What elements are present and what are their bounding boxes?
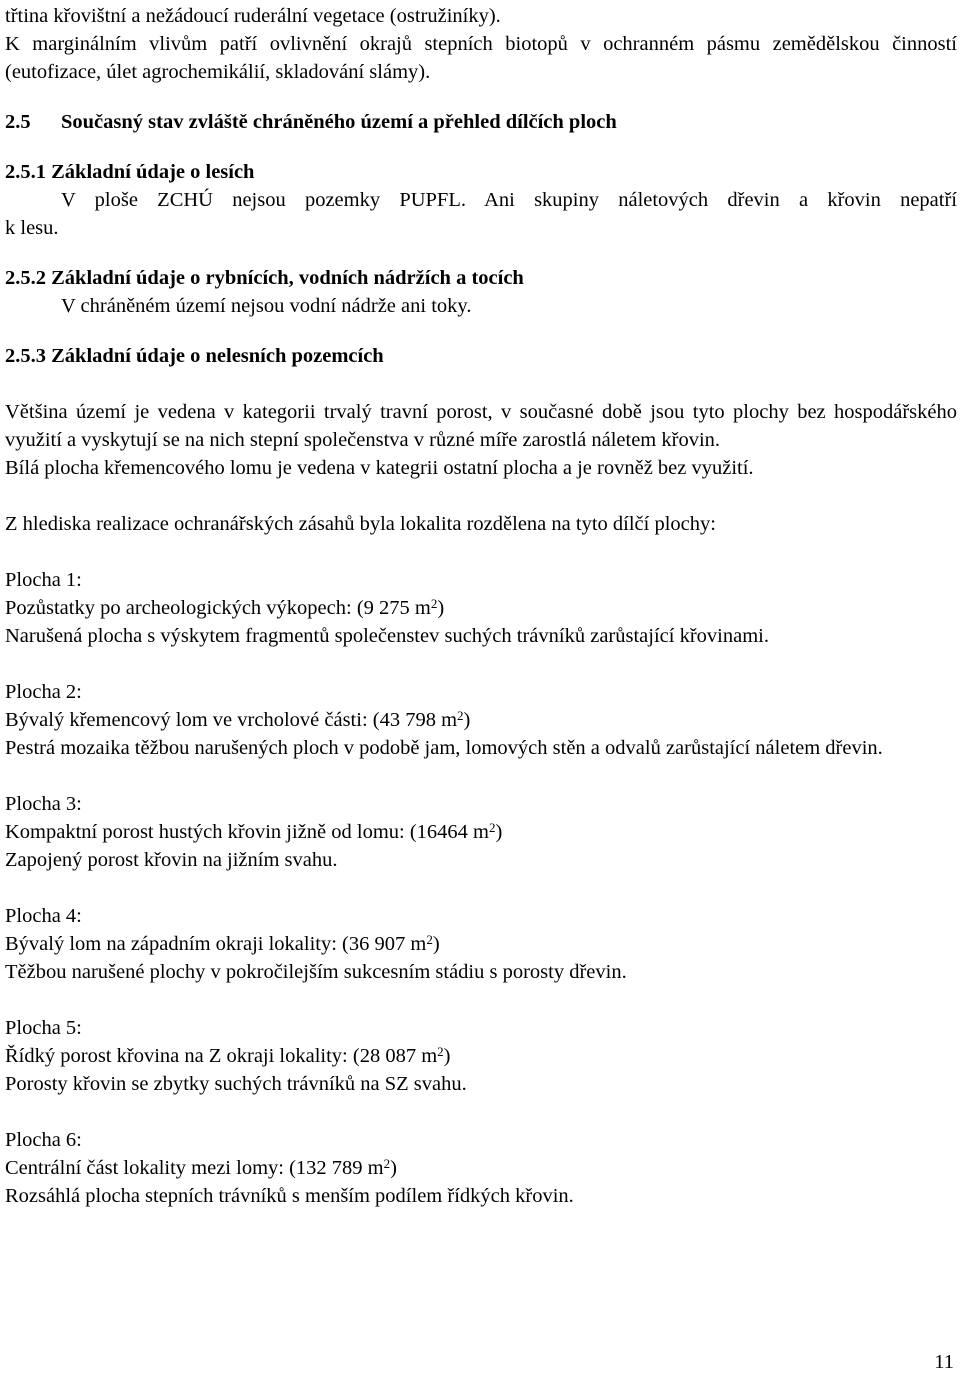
plocha-area xyxy=(5,594,957,622)
plocha-area-close: ) xyxy=(437,597,445,619)
section-2-5-2-text: V chráněném území nejsou vodní nádrže ani toky. xyxy=(61,295,472,317)
plocha-label: Plocha 2: xyxy=(5,681,82,703)
section-2-5-1-text xyxy=(5,186,957,214)
plocha-item-1 xyxy=(5,538,957,650)
plocha-label: Plocha 1: xyxy=(5,569,82,591)
plocha-description: Zapojený porost křovin na jižním svahu. xyxy=(5,849,338,871)
section-number: 2.5 xyxy=(5,111,31,133)
plochy-list xyxy=(5,538,957,1210)
section-2-5-3-heading: 2.5.3 Základní údaje o nelesních pozemcích xyxy=(5,345,384,367)
section-2-5-1-text-line1: V ploše ZCHÚ nejsou pozemky PUPFL. Ani skupiny náletových dřevin a křovin nepatří xyxy=(61,189,957,211)
intro-line: třtina křovištní a nežádoucí ruderální vegetace (ostružiníky). xyxy=(5,5,501,27)
plocha-area-sup: 2 xyxy=(457,708,464,723)
section-2-5-2-heading: 2.5.2 Základní údaje o rybnících, vodních nádržích a tocích xyxy=(5,267,524,289)
plocha-area-text: Řídký porost křovina na Z okraji lokality: (28 087 m xyxy=(5,1045,438,1067)
plocha-description: Narušená plocha s výskytem fragmentů společenstev suchých trávníků zarůstající křovinami. xyxy=(5,625,769,647)
plocha-description: Porosty křovin se zbytky suchých trávníků na SZ svahu. xyxy=(5,1073,467,1095)
intro-paragraph: K marginálním vlivům patří ovlivnění okrajů stepních biotopů v ochranném pásmu zemědělskou činností (eutofizace, úlet agrochemikálií, skladování slámy). xyxy=(5,33,957,83)
document-page xyxy=(5,2,957,1210)
plocha-description: Těžbou narušené plochy v pokročilejším sukcesním stádiu s porosty dřevin. xyxy=(5,961,627,983)
plocha-area xyxy=(5,930,957,958)
page-number: 11 xyxy=(934,1351,954,1373)
plocha-area-close: ) xyxy=(463,709,471,731)
plocha-area-close: ) xyxy=(495,821,503,843)
plocha-area-text: Kompaktní porost hustých křovin jižně od lomu: (16464 m xyxy=(5,821,489,843)
section-2-5-3-paragraph-2: Bílá plocha křemencového lomu je vedena v kategrii ostatní plocha a je rovněž bez využití. xyxy=(5,457,754,479)
plocha-area-text: Bývalý lom na západním okraji lokality: (36 907 m xyxy=(5,933,427,955)
plocha-item-5 xyxy=(5,986,957,1098)
plocha-description: Rozsáhlá plocha stepních trávníků s menším podílem řídkých křovin. xyxy=(5,1185,574,1207)
plocha-label: Plocha 5: xyxy=(5,1017,82,1039)
plocha-description: Pestrá mozaika těžbou narušených ploch v podobě jam, lomových stěn a odvalů zarůstající náletem dřevin. xyxy=(5,737,883,759)
plocha-item-2 xyxy=(5,650,957,762)
plocha-area-sup: 2 xyxy=(426,932,433,947)
plocha-area-close: ) xyxy=(390,1157,397,1179)
plocha-item-6 xyxy=(5,1098,957,1210)
plocha-area xyxy=(5,1042,957,1070)
plocha-item-3 xyxy=(5,762,957,874)
plocha-area xyxy=(5,818,957,846)
plocha-area xyxy=(5,706,957,734)
plocha-area-sup: 2 xyxy=(430,596,438,611)
plocha-label: Plocha 4: xyxy=(5,905,82,927)
section-2-5-3-paragraph-3: Z hlediska realizace ochranářských zásahů byla lokalita rozdělena na tyto dílčí plochy: xyxy=(5,513,716,535)
section-2-5-3-paragraph-1: Většina území je vedena v kategorii trvalý travní porost, v současné době jsou tyto plochy bez hospodářského využití a vyskytují se na nich stepní společenstva v různé míře zarostlá náletem křovin. xyxy=(5,401,957,451)
plocha-area-sup: 2 xyxy=(437,1044,444,1059)
plocha-area-text: Bývalý křemencový lom ve vrcholové části: (43 798 m xyxy=(5,709,458,731)
plocha-area-text: Centrální část lokality mezi lomy: (132 789 m xyxy=(5,1157,384,1179)
plocha-label: Plocha 3: xyxy=(5,793,82,815)
plocha-area-text: Pozůstatky po archeologických výkopech: (9 275 m xyxy=(5,597,431,619)
plocha-area xyxy=(5,1154,957,1182)
plocha-item-4 xyxy=(5,874,957,986)
plocha-area-sup: 2 xyxy=(383,1156,391,1171)
section-2-5-heading xyxy=(5,108,957,136)
plocha-area-close: ) xyxy=(443,1045,451,1067)
section-2-5-1-heading: 2.5.1 Základní údaje o lesích xyxy=(5,161,255,183)
plocha-area-sup: 2 xyxy=(488,820,496,835)
section-title: Současný stav zvláště chráněného území a přehled dílčích ploch xyxy=(61,111,617,133)
section-2-5-1-text-cont: k lesu. xyxy=(5,217,59,239)
plocha-label: Plocha 6: xyxy=(5,1129,82,1151)
plocha-area-close: ) xyxy=(432,933,440,955)
